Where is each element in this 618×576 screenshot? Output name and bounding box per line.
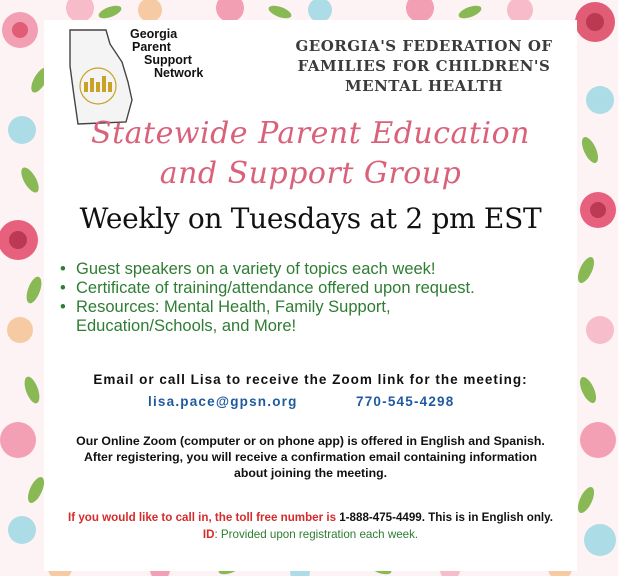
callin-prefix: If you would like to call in, the toll free number is [68,511,340,524]
schedule-title: Weekly on Tuesdays at 2 pm EST [79,202,542,235]
phone-link[interactable]: 770-545-4298 [356,394,455,409]
info-line: After registering, you will receive a confirmation email containing information [83,450,538,464]
bullet-item: • Guest speakers on a variety of topics each week! [60,260,570,279]
logo-line: Parent [132,40,171,54]
org-name [274,36,574,96]
bullet-item: • Certificate of training/attendance offered upon request. [60,279,570,298]
bullet-text: Education/Schools, and More! [76,317,297,335]
callin-suffix: . This is in English only. [421,511,553,524]
toll-free-number: 1-888-475-4499 [339,511,422,524]
bullet-item [60,298,570,336]
org-line: MENTAL HEALTH [345,77,503,95]
logo-line: Georgia [130,27,178,41]
heading-line-2: and Support Group [159,156,462,191]
logo-text [130,28,203,80]
heading-line-1: Statewide Parent Education [91,116,530,151]
zoom-info [44,433,577,481]
content-card [44,20,577,571]
id-text: : Provided upon registration each week. [214,528,419,541]
id-line [44,526,577,543]
email-link[interactable]: lisa.pace@gpsn.org [148,394,298,409]
contact-prompt: Email or call Lisa to receive the Zoom link for the meeting: [93,372,528,387]
bullet-list [60,260,570,336]
id-label: ID [202,528,215,541]
logo-line: Network [154,66,204,80]
info-line: Our Online Zoom (computer or on phone app) is offered in English and Spanish. [76,434,545,448]
georgia-map-icon [66,26,136,126]
org-line: FAMILIES FOR CHILDREN'S [297,57,551,75]
org-line: GEORGIA'S FEDERATION OF [295,37,553,55]
info-line: about joining the meeting. [233,466,388,480]
bullet-text: Resources: Mental Health, Family Support, [76,298,391,316]
logo-line: Support [144,53,192,67]
callin-line [44,509,577,526]
